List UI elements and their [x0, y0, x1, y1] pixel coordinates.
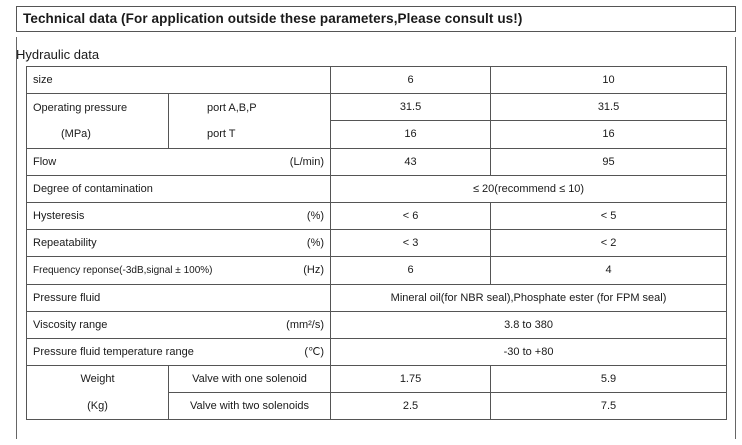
- hydraulic-data-table: [26, 66, 727, 420]
- value-temperature: -30 to +80: [331, 338, 727, 365]
- value-repeatability-6: < 3: [331, 230, 491, 257]
- table-row-fluid: [27, 284, 727, 311]
- row-label: Operating pressure: [27, 94, 169, 121]
- row-label: size: [27, 67, 331, 94]
- row-label: Pressure fluid: [27, 284, 331, 311]
- table-row-operating-pressure: [27, 94, 727, 121]
- table-row-contamination: [27, 175, 727, 202]
- value-pressure-10: 31.5: [491, 94, 727, 121]
- value-contamination: ≤ 20(recommend ≤ 10): [331, 175, 727, 202]
- unit-label: (Hz): [261, 257, 331, 284]
- value-repeatability-10: < 2: [491, 230, 727, 257]
- value-viscosity: 3.8 to 380: [331, 311, 727, 338]
- unit-label: (L/min): [261, 148, 331, 175]
- table-row-temperature: [27, 338, 727, 365]
- row-label: Degree of contamination: [27, 175, 331, 202]
- value-pressure-6: 31.5: [331, 94, 491, 121]
- value-pressure-t-6: 16: [331, 121, 491, 148]
- value-weight-one-10: 5.9: [491, 366, 727, 393]
- value-flow-10: 95: [491, 148, 727, 175]
- value-pressure-t-10: 16: [491, 121, 727, 148]
- row-label: Weight: [27, 366, 169, 393]
- unit-label: (%): [261, 230, 331, 257]
- table-row-frequency: [27, 257, 727, 284]
- row-label: Pressure fluid temperature range: [27, 338, 261, 365]
- desc-label: Valve with one solenoid: [169, 366, 331, 393]
- row-label: Viscosity range: [27, 311, 261, 338]
- table-row-operating-pressure-t: [27, 121, 727, 148]
- unit-label: (mm²/s): [261, 311, 331, 338]
- row-label: Hysteresis: [27, 202, 261, 229]
- row-label: Frequency reponse(-3dB,signal ± 100%): [27, 257, 261, 284]
- value-frequency-10: 4: [491, 257, 727, 284]
- unit-label: (℃): [261, 338, 331, 365]
- value-size-10: 10: [491, 67, 727, 94]
- unit-label: (Kg): [27, 393, 169, 420]
- value-frequency-6: 6: [331, 257, 491, 284]
- header-title: Technical data (For application outside these parameters,Please consult us!): [23, 11, 523, 26]
- unit-label: (MPa): [27, 121, 169, 148]
- port-label: port T: [169, 121, 331, 148]
- value-hysteresis-10: < 5: [491, 202, 727, 229]
- value-weight-one-6: 1.75: [331, 366, 491, 393]
- unit-label: (%): [261, 202, 331, 229]
- table-row-weight-one: [27, 366, 727, 393]
- table-row-hysteresis: [27, 202, 727, 229]
- row-label: Flow: [27, 148, 261, 175]
- desc-label: Valve with two solenoids: [169, 393, 331, 420]
- value-weight-two-6: 2.5: [331, 393, 491, 420]
- table-row-size: [27, 67, 727, 94]
- value-size-6: 6: [331, 67, 491, 94]
- value-fluid: Mineral oil(for NBR seal),Phosphate ester (for FPM seal): [331, 284, 727, 311]
- value-flow-6: 43: [331, 148, 491, 175]
- section-title: Hydraulic data: [16, 47, 100, 62]
- table-row-viscosity: [27, 311, 727, 338]
- table-row-flow: [27, 148, 727, 175]
- value-hysteresis-6: < 6: [331, 202, 491, 229]
- technical-data-header: [16, 6, 736, 32]
- table-row-weight-two: [27, 393, 727, 420]
- table-row-repeatability: [27, 230, 727, 257]
- value-weight-two-10: 7.5: [491, 393, 727, 420]
- port-label: port A,B,P: [169, 94, 331, 121]
- row-label: Repeatability: [27, 230, 261, 257]
